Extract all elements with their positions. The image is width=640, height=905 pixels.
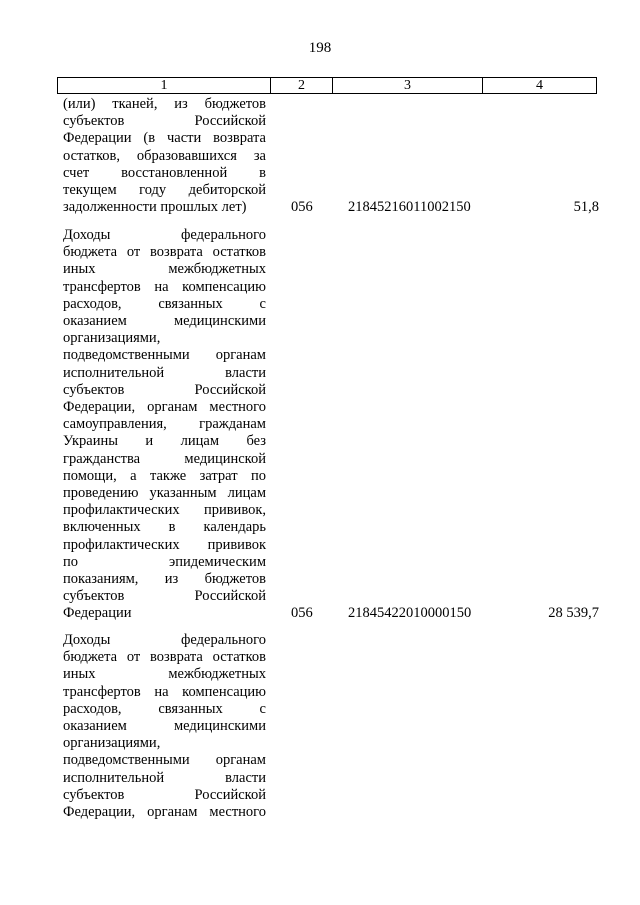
description-line: Федерации (в части возврата xyxy=(63,130,266,147)
description-line: счет восстановленной в xyxy=(63,164,266,181)
column-header-4: 4 xyxy=(536,78,543,93)
description-line: Федерации, органам местного xyxy=(63,804,266,821)
description-line: иных межбюджетных xyxy=(63,666,266,683)
description-line: (или) тканей, из бюджетов xyxy=(63,96,266,112)
page-number: 198 xyxy=(308,40,332,56)
description-line: бюджета от возврата остатков xyxy=(63,649,266,666)
description-line: Доходы федерального xyxy=(63,227,266,243)
row-description xyxy=(63,632,266,821)
description-line: исполнительной власти xyxy=(63,769,266,786)
row-description xyxy=(63,227,266,623)
admin-code: 056 xyxy=(291,605,313,621)
description-line: задолженности прошлых лет) xyxy=(63,199,247,216)
description-line: профилактических прививок, xyxy=(63,502,266,519)
description-line: показаниям, из бюджетов xyxy=(63,571,266,588)
column-header-3: 3 xyxy=(333,78,483,93)
admin-code: 056 xyxy=(291,199,313,215)
row-description xyxy=(63,96,266,216)
description-line: профилактических прививок xyxy=(63,536,266,553)
description-line: Доходы федерального xyxy=(63,632,266,648)
description-line: расходов, связанных с xyxy=(63,295,266,312)
description-line: организациями, xyxy=(63,330,161,347)
description-line: иных межбюджетных xyxy=(63,261,266,278)
description-line: трансфертов на компенсацию xyxy=(63,683,266,700)
column-header-2: 2 xyxy=(271,78,333,93)
column-header-1: 1 xyxy=(58,78,271,93)
description-line: Украины и лицам без xyxy=(63,433,266,450)
description-line: Федерации, органам местного xyxy=(63,399,266,416)
description-line: субъектов Российской xyxy=(63,588,266,605)
description-line: субъектов Российской xyxy=(63,786,266,803)
table-header-row xyxy=(57,77,597,94)
description-line: оказанием медицинскими xyxy=(63,718,266,735)
description-line: оказанием медицинскими xyxy=(63,313,266,330)
description-line: бюджета от возврата остатков xyxy=(63,244,266,261)
description-line: подведомственными органам xyxy=(63,752,266,769)
description-line: расходов, связанных с xyxy=(63,700,266,717)
description-line: трансфертов на компенсацию xyxy=(63,278,266,295)
table-row xyxy=(63,96,599,216)
description-line: включенных в календарь xyxy=(63,519,266,536)
budget-classification-code: 21845422010000150 xyxy=(348,605,472,621)
description-line: гражданства медицинской xyxy=(63,450,266,467)
description-line: проведению указанным лицам xyxy=(63,485,266,502)
amount: 51,8 xyxy=(573,199,599,215)
description-line: текущем году дебиторской xyxy=(63,182,266,199)
description-line: субъектов Российской xyxy=(63,113,266,130)
budget-classification-code: 21845216011002150 xyxy=(348,199,471,215)
description-line: организациями, xyxy=(63,735,161,752)
table-row xyxy=(63,632,599,821)
description-line: субъектов Российской xyxy=(63,381,266,398)
description-line: Федерации xyxy=(63,605,132,622)
description-line: подведомственными органам xyxy=(63,347,266,364)
description-line: помощи, а также затрат по xyxy=(63,467,266,484)
description-line: по эпидемическим xyxy=(63,553,266,570)
amount: 28 539,7 xyxy=(548,605,599,621)
description-line: исполнительной власти xyxy=(63,364,266,381)
description-line: самоуправления, гражданам xyxy=(63,416,266,433)
table-row xyxy=(63,227,599,623)
description-line: остатков, образовавшихся за xyxy=(63,147,266,164)
